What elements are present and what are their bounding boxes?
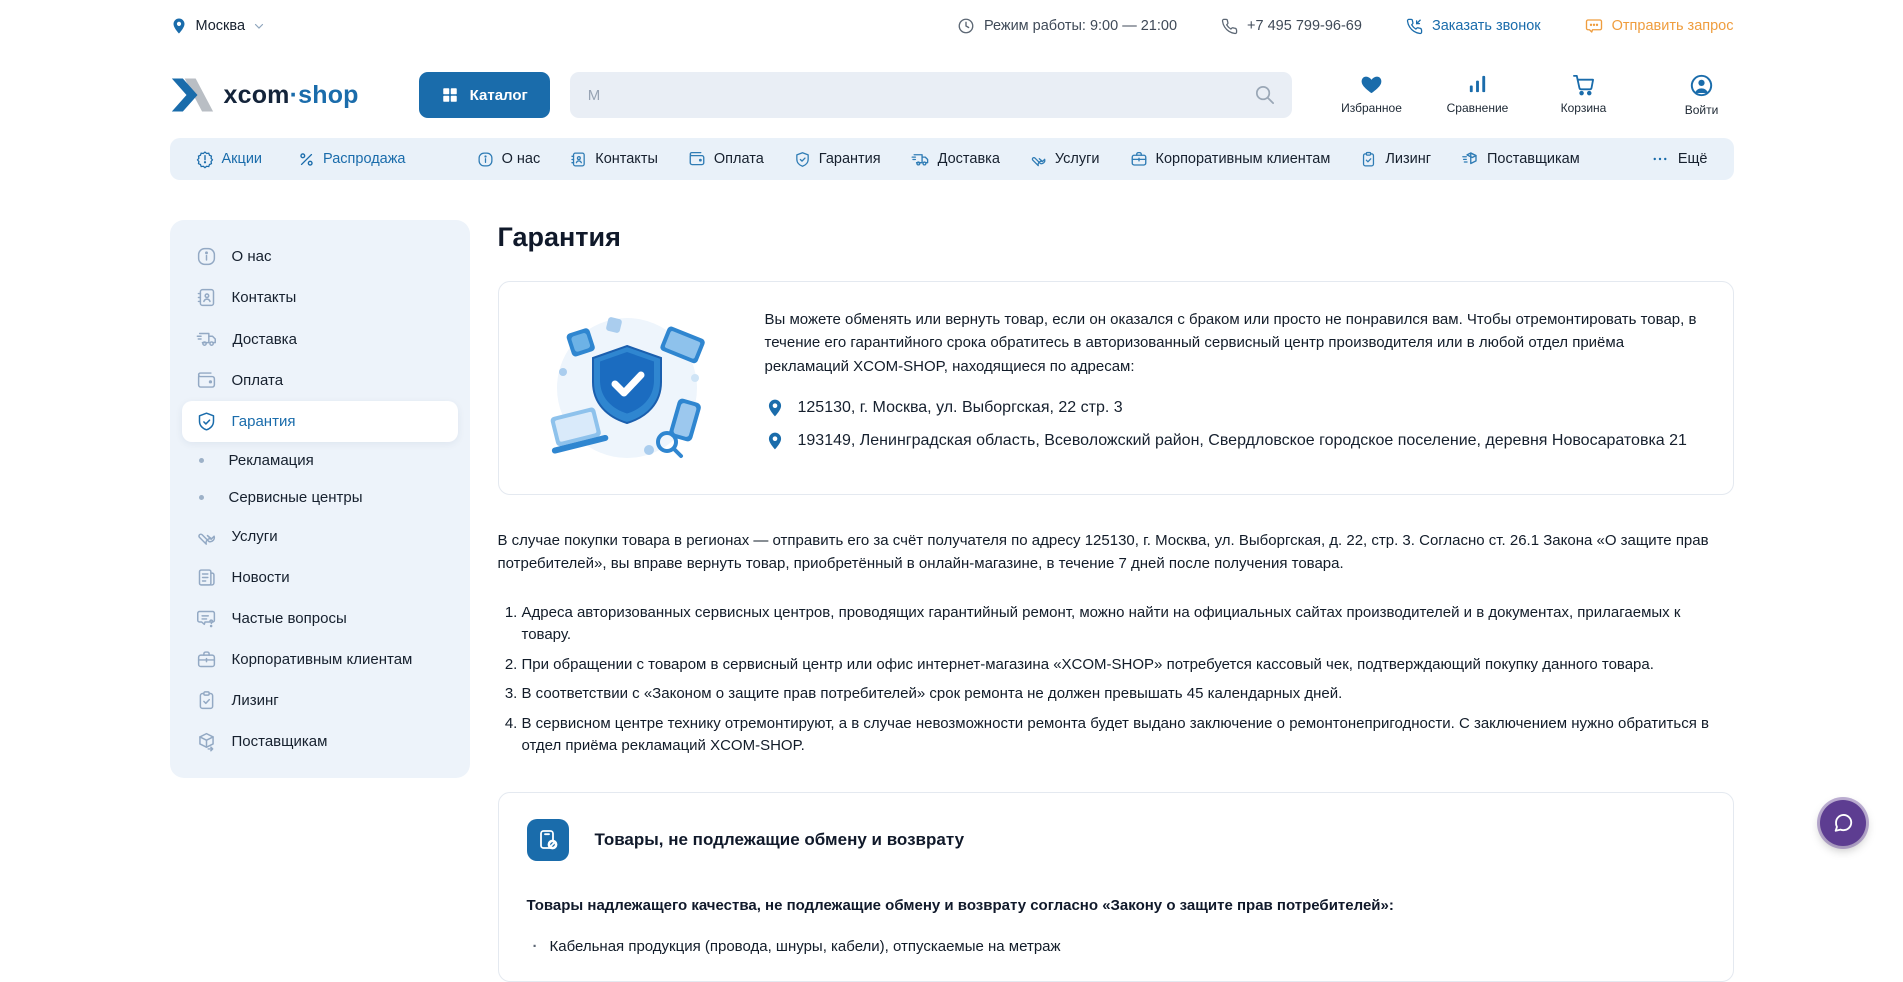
sidebar-item-news[interactable] (182, 557, 458, 598)
address-list (765, 398, 1705, 451)
nav-corporate-label: Корпоративным клиентам (1155, 151, 1331, 167)
sidebar-news-label: Новости (231, 569, 290, 586)
main-navigation (170, 138, 1734, 180)
clock-icon (957, 17, 975, 35)
list-item: 1. Адреса авторизованных сервисных центров, проводящих гарантийный ремонт, можно найти на официальных сайтах производителей и в документах, прилагаемых к товару. (522, 602, 1734, 647)
ellipsis-icon (1651, 150, 1669, 168)
news-icon (196, 567, 217, 588)
nav-item-corporate[interactable] (1130, 150, 1331, 168)
header (170, 52, 1734, 138)
contacts-icon (196, 287, 217, 308)
non-returnable-subtitle: Товары надлежащего качества, не подлежащие обмену и возврату согласно «Закону о защите прав потребителей»: (526, 896, 1394, 914)
content (170, 220, 1734, 982)
sidebar-leasing-label: Лизинг (231, 692, 279, 709)
chat-widget-button[interactable] (1820, 800, 1866, 846)
chat-bubble-icon (1585, 17, 1603, 35)
login-label: Войти (1684, 103, 1719, 117)
chat-fab-icon (1832, 812, 1854, 834)
top-bar (170, 0, 1734, 52)
catalog-button[interactable] (419, 72, 550, 118)
cart-button[interactable] (1552, 73, 1616, 115)
bullet-text: Кабельная продукция (провода, шнуры, кабели), отпускаемые на метраж (549, 937, 1061, 955)
main-content (498, 220, 1734, 982)
non-returnable-header (527, 819, 1705, 861)
regions-paragraph: В случае покупки товара в регионах — отправить его за счёт получателя по адресу 125130, г. Москва, ул. Выборгская, д. 22, стр. 3. Согласно ст. 26.1 Закона «О защите прав потребителей», вы вправе вернуть товар, приобретённый в онлайн-магазине, в течение 7 дней после получения товара. (497, 532, 1709, 573)
nav-more-label: Ещё (1677, 151, 1708, 167)
logo-text (224, 81, 359, 110)
page-container (170, 0, 1734, 982)
sidebar-item-payment[interactable] (182, 360, 458, 401)
nav-item-contacts[interactable] (570, 151, 658, 168)
cart-icon (1571, 73, 1596, 96)
nav-item-promotions[interactable] (196, 150, 263, 168)
location-pin-icon (765, 431, 785, 451)
intro-text-block (765, 308, 1705, 451)
logo-dot: · (289, 80, 299, 109)
warranty-rules-list (498, 602, 1734, 758)
phone-icon (1221, 18, 1238, 35)
address-text: 125130, г. Москва, ул. Выборгская, 22 стр. 3 (797, 398, 1123, 416)
bar-chart-icon (1466, 73, 1489, 96)
nav-main-group (477, 150, 1580, 169)
compare-label: Сравнение (1446, 101, 1509, 115)
nav-payment-label: Оплата (713, 151, 764, 167)
clipboard-check-icon (1360, 151, 1377, 168)
info-icon (477, 151, 494, 168)
logo-x-icon (170, 76, 214, 114)
phone-number-label: +7 495 799-96-69 (1247, 18, 1362, 34)
phone-number[interactable] (1221, 18, 1362, 35)
warranty-illustration (527, 308, 727, 468)
sidebar-services-label: Услуги (231, 528, 278, 545)
nav-item-payment[interactable] (688, 150, 764, 168)
phone-callback-icon (1406, 18, 1423, 35)
address-row (765, 431, 1705, 451)
nav-services-label: Услуги (1054, 151, 1100, 167)
supply-box-icon (196, 731, 217, 752)
sidebar-service-centers-label: Сервисные центры (228, 489, 363, 506)
briefcase-icon (196, 649, 217, 670)
catalog-label: Каталог (469, 86, 528, 104)
nav-item-delivery[interactable] (911, 150, 1000, 169)
wallet-icon (688, 150, 706, 168)
intro-text: Вы можете обменять или вернуть товар, если он оказался с браком или просто не понравился вам. Чтобы отремонтировать товар, в течение его гарантийного срока обратитесь в авторизованный сервисный центр производителя или в любой отдел приёма рекламаций XCOM-SHOP, находящиеся по адресам: (764, 311, 1697, 375)
clipboard-check-icon (196, 690, 217, 711)
supply-box-icon (1461, 150, 1479, 168)
sidebar-item-suppliers[interactable] (182, 721, 458, 762)
logo-suffix: shop (298, 80, 359, 109)
sidebar-item-corporate[interactable] (182, 639, 458, 680)
device-blocked-icon (527, 819, 569, 861)
address-text: 193149, Ленинградская область, Всеволожский район, Свердловское городское поселение, деревня Новосаратовка 21 (797, 431, 1687, 449)
truck-icon (911, 150, 930, 169)
city-label: Москва (195, 18, 246, 34)
wrench-icon (196, 526, 217, 547)
logo[interactable] (170, 76, 359, 114)
info-icon (196, 246, 217, 267)
nav-leasing-label: Лизинг (1385, 151, 1431, 167)
nav-about-label: О нас (501, 151, 541, 167)
sidebar-suppliers-label: Поставщикам (231, 733, 328, 750)
sidebar-item-service-centers[interactable] (182, 479, 458, 516)
search-bar (570, 72, 1292, 118)
address-row (765, 398, 1705, 418)
working-hours-label: Режим работы: 9:00 — 21:00 (983, 18, 1178, 34)
percent-icon (298, 151, 315, 168)
badge-icon (196, 150, 214, 168)
bullet-dot: · (532, 937, 538, 955)
bullet-dot (199, 458, 204, 463)
sidebar-item-services[interactable] (182, 516, 458, 557)
list-item: 2. При обращении с товаром в сервисный центр или офис интернет-магазина «XCOM-SHOP» потребуется кассовый чек, подтверждающий покупку данного товара. (522, 654, 1734, 677)
sidebar-contacts-label: Контакты (231, 289, 297, 306)
compare-button[interactable] (1446, 73, 1510, 115)
favorites-label: Избранное (1341, 101, 1402, 115)
shield-icon (794, 151, 811, 168)
location-pin-icon (765, 398, 785, 418)
topbar-right (957, 17, 1734, 35)
nav-promotions-label: Акции (221, 151, 263, 167)
sidebar-item-contacts[interactable] (182, 277, 458, 318)
callback-label: Заказать звонок (1431, 18, 1541, 34)
search-input[interactable] (570, 72, 1292, 118)
sidebar-item-reclamation[interactable] (182, 442, 458, 479)
sidebar-item-faq[interactable] (182, 598, 458, 639)
header-actions (1340, 73, 1734, 117)
sidebar-about-label: О нас (231, 248, 272, 265)
list-item: 4. В сервисном центре технику отремонтируют, а в случае невозможности ремонта будет выдано заключение о ремонтонепригодности. С заключением нужно обратиться в отдел приёма рекламаций XCOM-SHOP. (522, 713, 1734, 758)
nav-item-services[interactable] (1030, 151, 1100, 168)
nav-item-sale[interactable] (298, 151, 405, 168)
sidebar-item-warranty[interactable] (182, 401, 458, 442)
sidebar-delivery-label: Доставка (232, 330, 297, 348)
wallet-icon (196, 370, 217, 391)
nav-contacts-label: Контакты (595, 151, 658, 167)
heart-icon (1359, 73, 1384, 96)
sidebar-reclamation-label: Рекламация (228, 452, 314, 469)
sidebar-item-leasing[interactable] (182, 680, 458, 721)
nav-delivery-label: Доставка (937, 151, 1000, 167)
page-title: Гарантия (497, 222, 621, 252)
nav-suppliers-label: Поставщикам (1487, 151, 1580, 167)
sidebar-item-delivery[interactable] (182, 318, 458, 360)
sidebar-item-about[interactable] (182, 236, 458, 277)
favorites-button[interactable] (1340, 73, 1404, 115)
cart-label: Корзина (1560, 101, 1607, 115)
list-item: 3. В соответствии с «Законом о защите прав потребителей» срок ремонта не должен превышать 45 календарных дней. (522, 683, 1734, 706)
nav-promo-group (196, 150, 406, 168)
briefcase-icon (1130, 150, 1148, 168)
non-returnable-card (498, 792, 1734, 982)
non-returnable-bullet (527, 938, 1705, 955)
user-icon (1689, 73, 1714, 98)
search-icon[interactable] (1253, 83, 1276, 106)
nav-more-button[interactable] (1651, 150, 1708, 168)
nav-item-suppliers[interactable] (1461, 150, 1580, 168)
chevron-down-icon (253, 20, 265, 32)
non-returnable-title: Товары, не подлежащие обмену и возврату (594, 829, 965, 849)
wrench-icon (1030, 151, 1047, 168)
sidebar-faq-label: Частые вопросы (231, 610, 347, 627)
nav-item-warranty[interactable] (794, 151, 881, 168)
sidebar-payment-label: Оплата (231, 372, 284, 389)
send-request-link[interactable] (1585, 17, 1734, 35)
contacts-icon (570, 151, 587, 168)
sidebar-warranty-label: Гарантия (231, 413, 296, 430)
warranty-intro-card (498, 281, 1734, 495)
shield-check-icon (196, 411, 217, 432)
send-request-label: Отправить запрос (1611, 18, 1734, 34)
city-selector[interactable] (170, 17, 266, 35)
nav-warranty-label: Гарантия (818, 151, 881, 167)
sidebar (170, 220, 470, 778)
callback-link[interactable] (1406, 18, 1541, 35)
working-hours (957, 17, 1177, 35)
nav-item-about[interactable] (477, 151, 541, 168)
nav-item-leasing[interactable] (1360, 151, 1431, 168)
nav-sale-label: Распродажа (323, 151, 406, 167)
grid-icon (441, 86, 459, 104)
truck-icon (196, 328, 218, 350)
logo-name: xcom (223, 80, 290, 109)
location-pin-icon (170, 17, 188, 35)
sidebar-corporate-label: Корпоративным клиентам (231, 651, 413, 668)
bullet-dot (199, 495, 204, 500)
login-button[interactable] (1670, 73, 1734, 117)
faq-icon (196, 608, 217, 629)
